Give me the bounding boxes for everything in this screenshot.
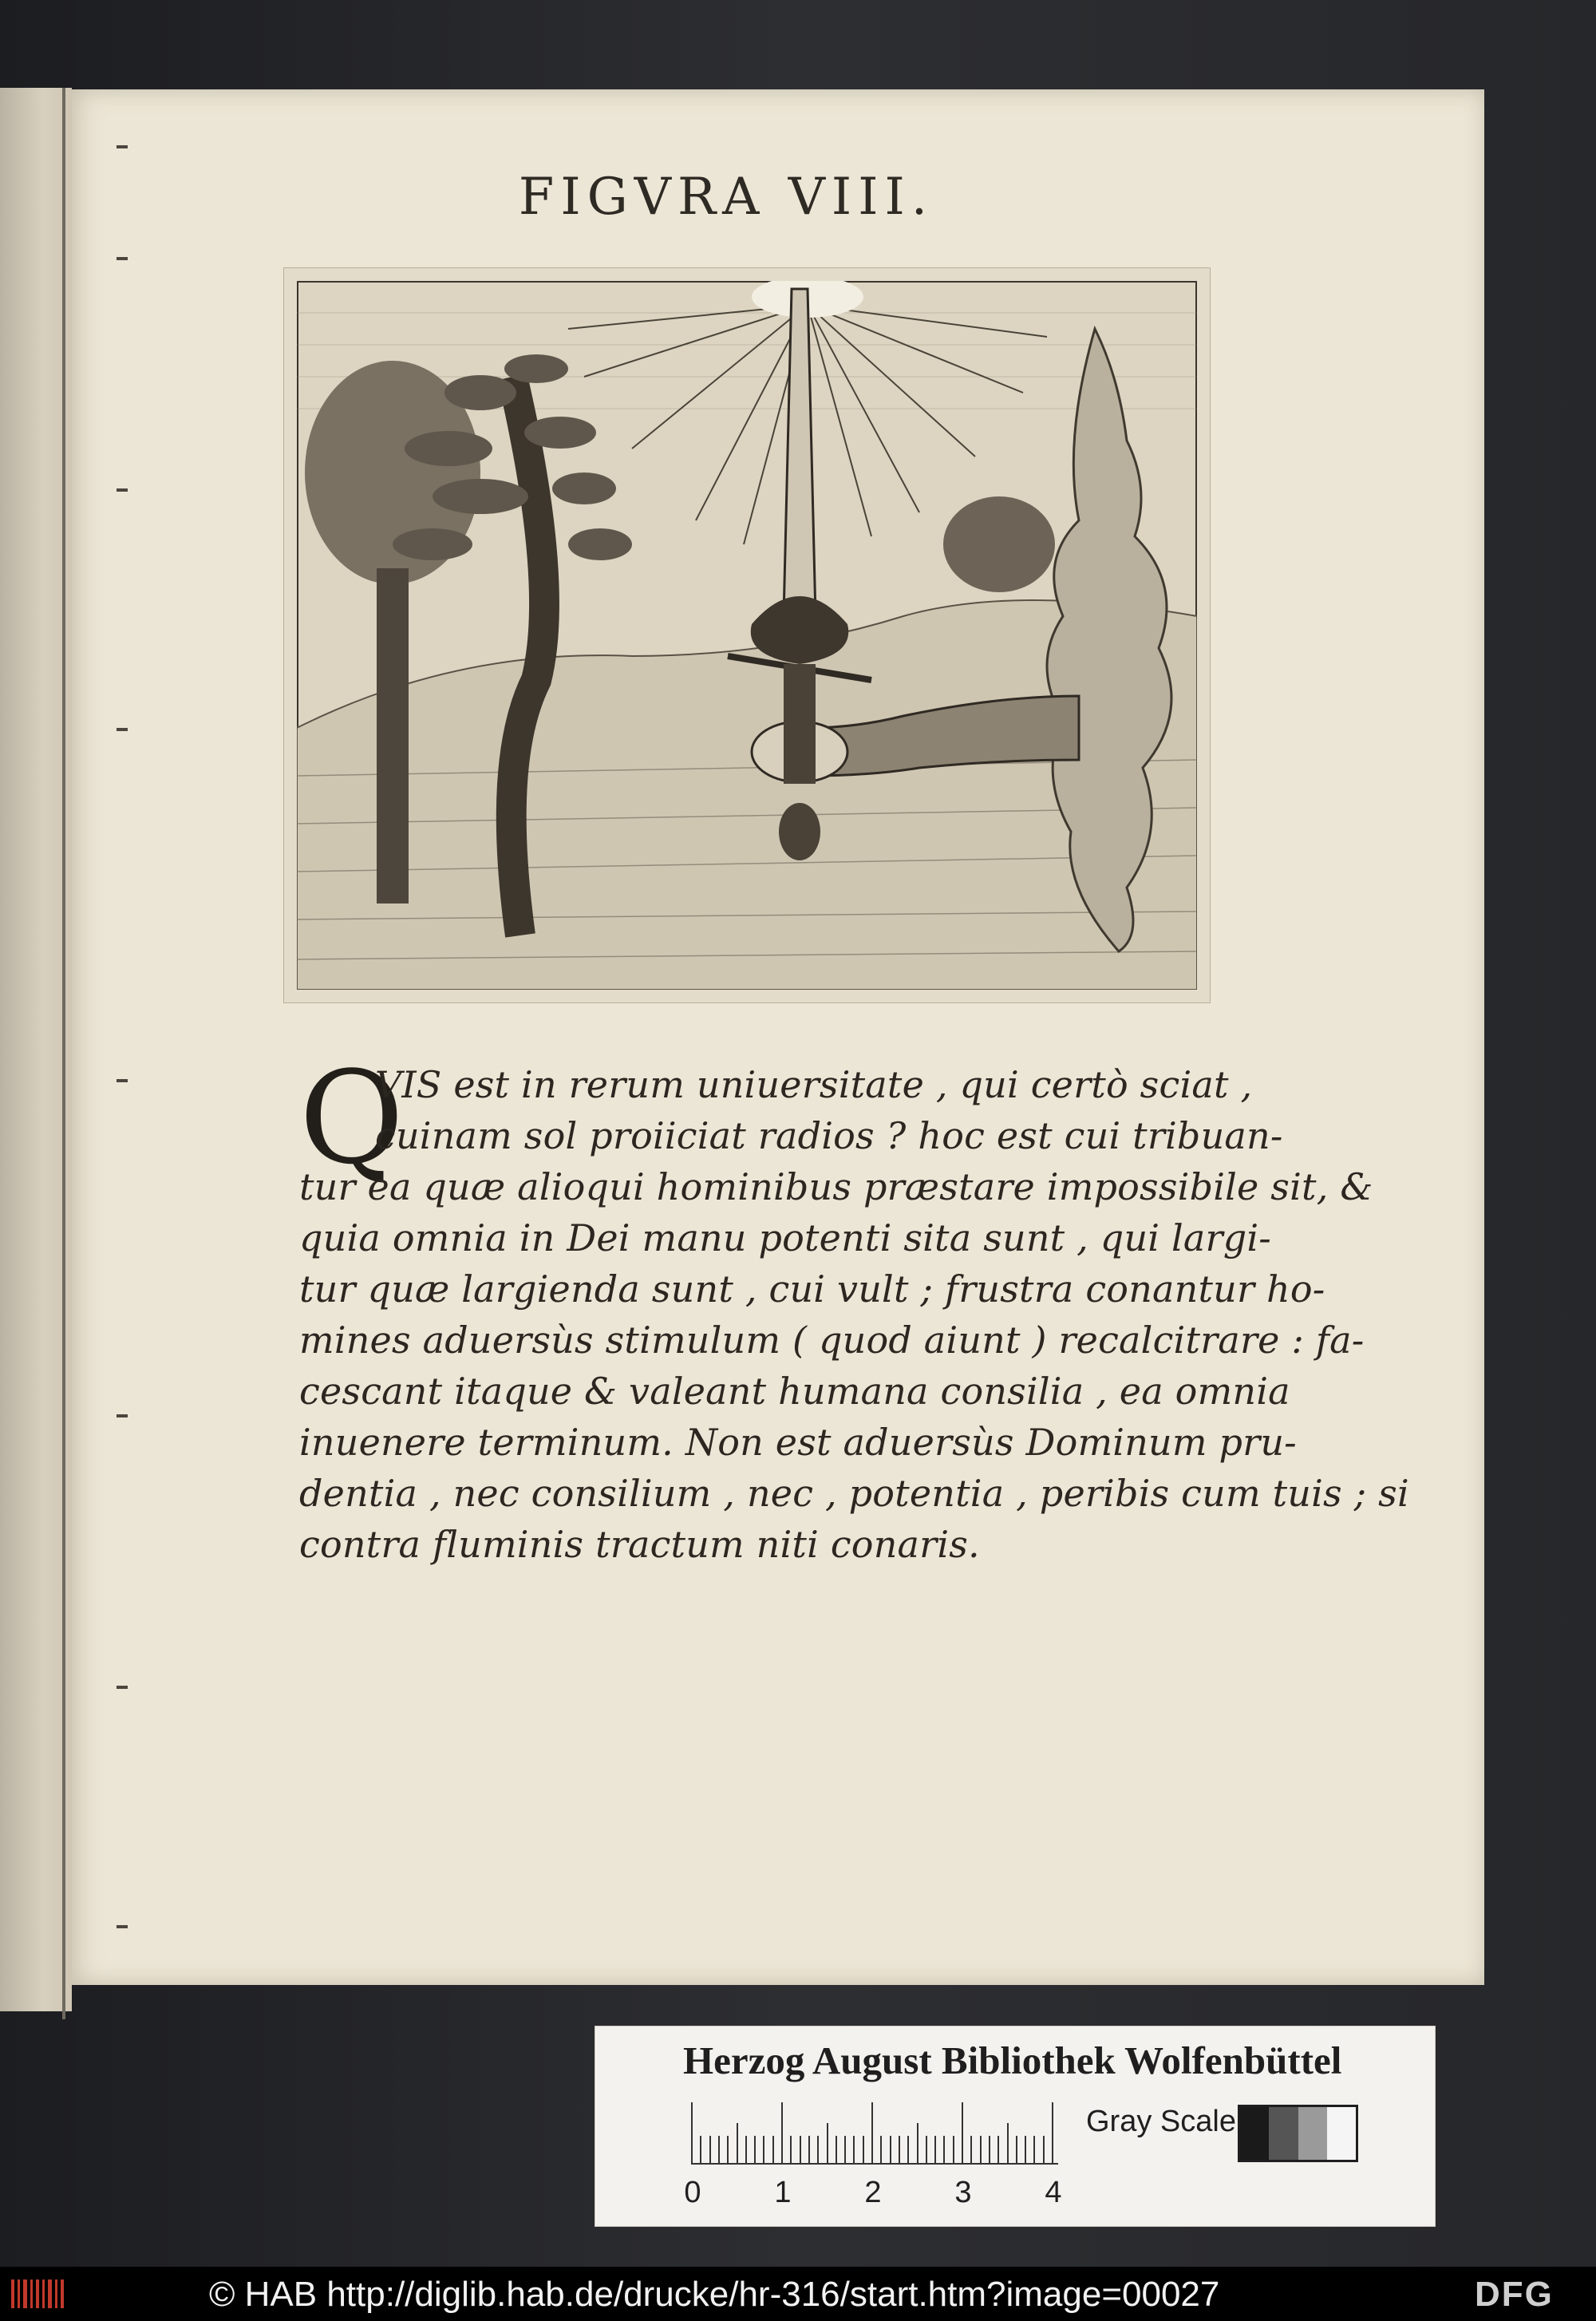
binding-stitch bbox=[117, 145, 128, 148]
ruler-tick bbox=[1007, 2123, 1009, 2163]
ruler-tick bbox=[1052, 2102, 1053, 2163]
ruler-tick bbox=[953, 2136, 954, 2163]
ruler-tick bbox=[863, 2136, 864, 2163]
ruler-tick bbox=[926, 2136, 927, 2163]
ruler-tick bbox=[871, 2102, 873, 2163]
ruler-tick bbox=[745, 2136, 747, 2163]
text-line: tur quæ largienda sunt , cui vult ; frustra conantur ho- bbox=[299, 1267, 1325, 1311]
ruler-tick bbox=[790, 2136, 792, 2163]
ruler-number: 1 bbox=[774, 2176, 792, 2209]
ruler-tick bbox=[853, 2136, 855, 2163]
ruler-tick bbox=[754, 2136, 756, 2163]
page-title: FIGVRA VIII. bbox=[518, 168, 934, 227]
text-line: cescant itaque & valeant humana consilia , ea omnia bbox=[299, 1370, 1290, 1413]
ruler-tick bbox=[880, 2136, 882, 2163]
ruler-tick bbox=[943, 2136, 945, 2163]
distant-tree bbox=[943, 496, 1055, 592]
ruler-tick bbox=[907, 2136, 909, 2163]
text-line: VIS est in rerum uniuersitate , qui certò sciat , bbox=[375, 1063, 1253, 1106]
ruler-tick bbox=[1016, 2136, 1017, 2163]
ruler-tick bbox=[700, 2136, 701, 2163]
ruler-tick bbox=[1033, 2136, 1035, 2163]
gray-swatch bbox=[1269, 2107, 1298, 2160]
ruler-tick bbox=[989, 2136, 990, 2163]
ruler-tick bbox=[718, 2136, 720, 2163]
gray-scale-swatches bbox=[1238, 2105, 1358, 2162]
ruler-number: 3 bbox=[954, 2176, 972, 2209]
ruler-tick bbox=[772, 2136, 774, 2163]
ruler-tick bbox=[763, 2136, 764, 2163]
scale-ruler bbox=[684, 2102, 1066, 2209]
library-color-card bbox=[595, 2026, 1436, 2227]
ruler-tick bbox=[817, 2136, 819, 2163]
ruler-tick bbox=[1025, 2136, 1026, 2163]
ruler-tick bbox=[727, 2136, 729, 2163]
binding-stitch bbox=[117, 728, 128, 731]
dfg-logo: DFG bbox=[1475, 2275, 1554, 2314]
gray-swatch bbox=[1327, 2107, 1356, 2160]
ruler-tick bbox=[970, 2136, 972, 2163]
text-line: tur ea quæ alioqui hominibus præstare impossibile sit, & bbox=[299, 1165, 1373, 1208]
binding-stitch bbox=[117, 1079, 128, 1082]
text-line: inuenere terminum. Non est aduersùs Dominum pru- bbox=[299, 1421, 1297, 1464]
footer-bar bbox=[0, 2267, 1596, 2321]
text-line: mines aduersùs stimulum ( quod aiunt ) recalcitrare : fa- bbox=[299, 1319, 1365, 1362]
ruler-number: 0 bbox=[684, 2176, 701, 2209]
ruler-tick bbox=[934, 2136, 936, 2163]
ruler-tick bbox=[890, 2136, 891, 2163]
ruler-tick bbox=[844, 2136, 846, 2163]
drop-cap: Q bbox=[299, 1043, 405, 1192]
ruler-tick bbox=[899, 2136, 900, 2163]
gray-scale-label: Gray Scale bbox=[1086, 2105, 1236, 2138]
engraving-illustration bbox=[297, 281, 1197, 990]
ruler-tick bbox=[998, 2136, 999, 2163]
ruler-tick bbox=[800, 2136, 801, 2163]
ruler-tick bbox=[709, 2136, 711, 2163]
institution-name: Herzog August Bibliothek Wolfenbüttel bbox=[683, 2038, 1342, 2082]
ruler-tick bbox=[737, 2123, 738, 2163]
gray-swatch bbox=[1240, 2107, 1269, 2160]
left-page-edge bbox=[0, 88, 72, 2011]
ruler-tick bbox=[691, 2102, 693, 2163]
ruler-number: 4 bbox=[1045, 2176, 1062, 2209]
body-text bbox=[299, 1043, 1409, 1604]
ruler-tick bbox=[1043, 2136, 1045, 2163]
binding-stitch bbox=[117, 488, 128, 492]
binding-stitch bbox=[117, 257, 128, 260]
gray-swatch bbox=[1298, 2107, 1327, 2160]
hab-barcode-icon bbox=[10, 2275, 65, 2313]
text-line: cuinam sol proiiciat radios ? hoc est cui tribuan- bbox=[375, 1114, 1283, 1157]
ruler-tick bbox=[808, 2136, 810, 2163]
text-line: contra fluminis tractum niti conaris. bbox=[299, 1523, 980, 1566]
binding-stitch bbox=[117, 1925, 128, 1928]
book-spine bbox=[62, 88, 65, 2019]
ruler-tick bbox=[827, 2123, 828, 2163]
ruler-tick bbox=[781, 2102, 783, 2163]
binding-stitch bbox=[117, 1686, 128, 1689]
text-line: dentia , nec consilium , nec , potentia , peribis cum tuis ; si bbox=[299, 1472, 1409, 1515]
text-line: quia omnia in Dei manu potenti sita sunt , qui largi- bbox=[299, 1216, 1272, 1259]
ruler-tick bbox=[980, 2136, 982, 2163]
ruler-tick bbox=[962, 2102, 963, 2163]
engraving-plate bbox=[283, 267, 1211, 1003]
ruler-tick bbox=[917, 2123, 918, 2163]
ruler-tick bbox=[836, 2136, 837, 2163]
copyright-url[interactable]: © HAB http://diglib.hab.de/drucke/hr-316/start.htm?image=00027 bbox=[209, 2275, 1220, 2314]
ruler-number: 2 bbox=[864, 2176, 882, 2209]
binding-stitch bbox=[117, 1414, 128, 1418]
